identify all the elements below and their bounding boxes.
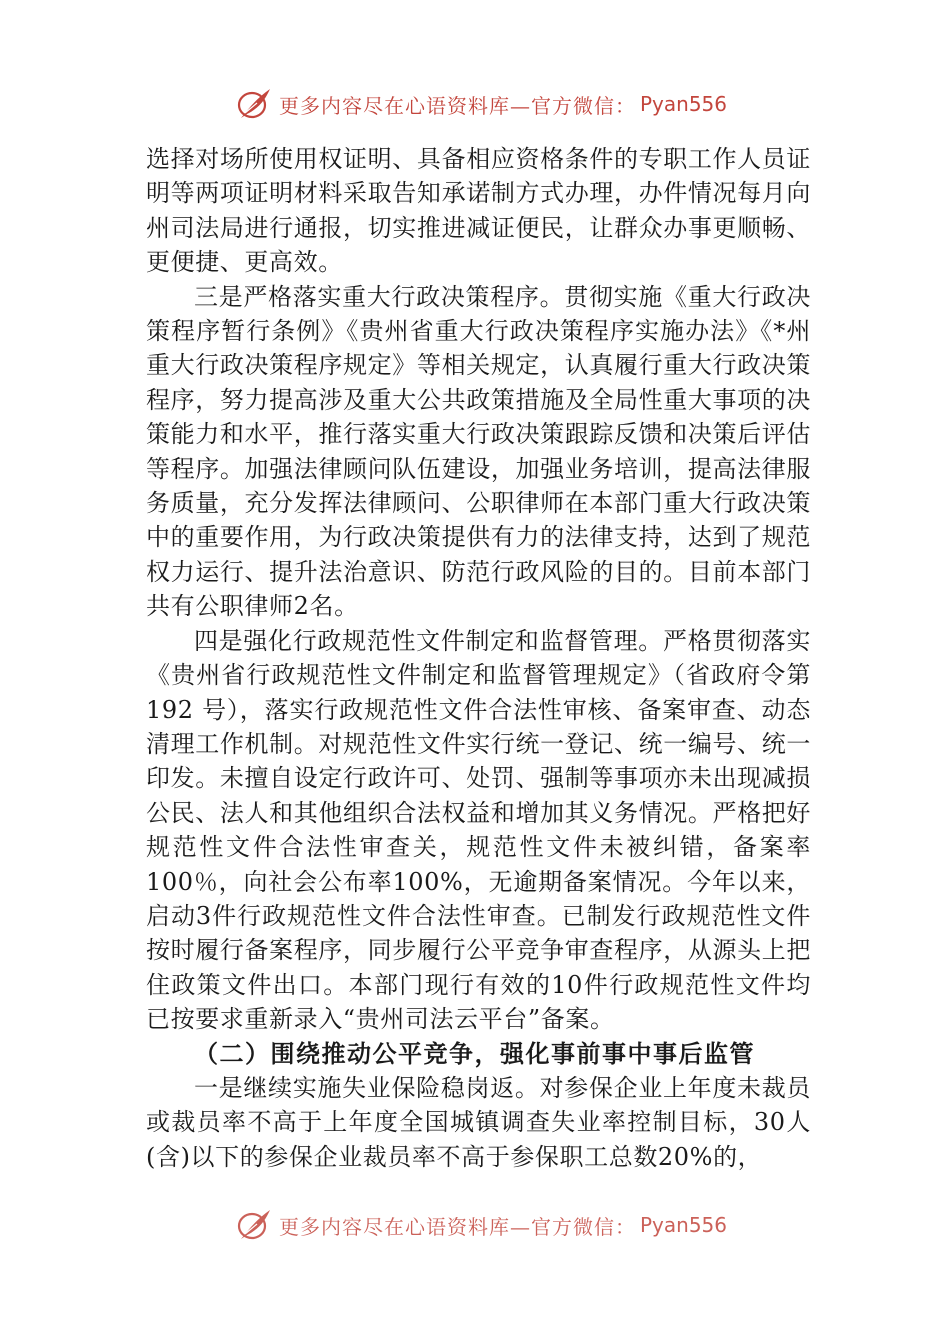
watermark-footer: [235, 1207, 727, 1243]
watermark-text: 更多内容尽在心语资料库—官方微信：: [279, 93, 636, 118]
document-body: [146, 142, 811, 1174]
quill-logo-icon: [235, 1207, 273, 1243]
watermark-text: 更多内容尽在心语资料库—官方微信：: [279, 1214, 636, 1239]
paragraph-decision-procedure: 三是严格落实重大行政决策程序。贯彻实施《重大行政决策程序暂行条例》《贵州省重大行政决策程序实施办法》《*州重大行政决策程序规定》等相关规定，认真履行重大行政决策程序，努力提高涉及重大公共政策措施及全局性重大事项的决策能力和水平，推行落实重大行政决策跟踪反馈和决策后评估等程序。加强法律顾问队伍建设，加强业务培训，提高法律服务质量，充分发挥法律顾问、公职律师在本部门重大行政决策中的重要作用，为行政决策提供有力的法律支持，达到了规范权力运行、提升法治意识、防范行政风险的目的。目前本部门共有公职律师2名。: [146, 282, 811, 621]
paragraph-normative-documents: 四是强化行政规范性文件制定和监督管理。严格贯彻落实《贵州省行政规范性文件制定和监督管理规定》（省政府令第 192 号），落实行政规范性文件合法性审核、备案审查、动态清理工作机制。对规范性文件实行统一登记、统一编号、统一印发。未擅自设定行政许可、处罚、强制等事项亦未出现减损公民、法人和其他组织合法权益和增加其义务情况。严格把好规范性文件合法性审查关，规范性文件未被纠错，备案率100％，向社会公布率100%，无逾期备案情况。今年以来，启动3件行政规范性文件合法性审查。已制发行政规范性文件按时履行备案程序，同步履行公平竞争审查程序，从源头上把住政策文件出口。本部门现行有效的10件行政规范性文件均已按要求重新录入“贵州司法云平台”备案。: [146, 626, 811, 1034]
quill-logo-icon: [235, 86, 273, 122]
paragraph-continuation: 选择对场所使用权证明、具备相应资格条件的专职工作人员证明等两项证明材料采取告知承诺制方式办理，办件情况每月向州司法局进行通报，切实推进减证便民，让群众办事更顺畅、更便捷、更高效。: [146, 145, 811, 277]
section-heading: （二）围绕推动公平竞争，强化事前事中事后监管: [194, 1038, 755, 1068]
watermark-header: [235, 86, 727, 122]
paragraph-unemployment-insurance: 一是继续实施失业保险稳岗返。对参保企业上年度未裁员或裁员率不高于上年度全国城镇调查失业率控制目标，30人(含)以下的参保企业裁员率不高于参保职工总数20%的，: [146, 1073, 811, 1171]
watermark-wechat-id: Pyan556: [640, 92, 728, 116]
watermark-wechat-id: Pyan556: [640, 1213, 728, 1237]
